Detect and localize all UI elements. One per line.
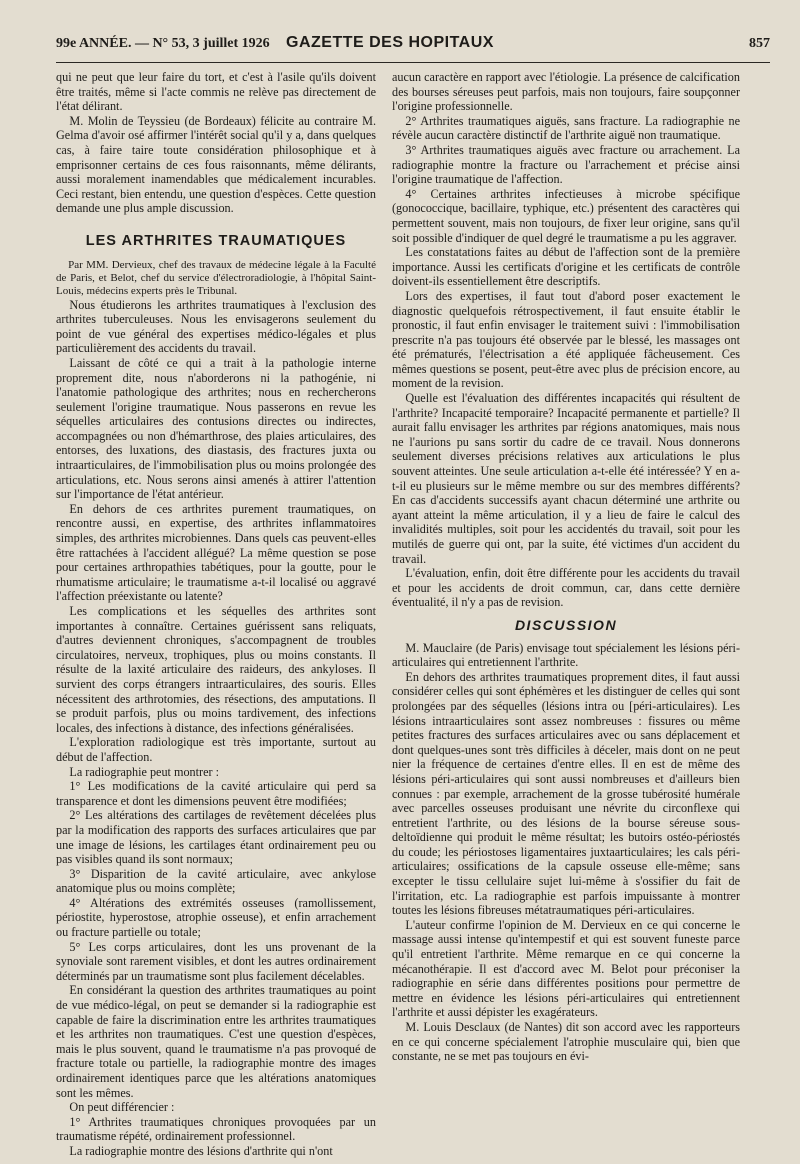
paragraph: En considérant la question des arthrites traumatiques au point de vue médico-légal, on peut se demander si la radiographie est capable de faire la discrimination entre les arthrites traumatiques et les arthrites non traumatiques. C'est une question d'espèces, mais le plus souvent, quand le traumatisme n'a pas provoqué de fracture totale ou partielle, la radiographie montre des images ordinairement identiques parce que les altérations anatomiques sont les mêmes. bbox=[56, 983, 376, 1100]
paragraph: La radiographie peut montrer : bbox=[69, 764, 219, 779]
page-number: 857 bbox=[749, 36, 770, 51]
discussion-title: DISCUSSION bbox=[514, 616, 618, 633]
paragraph: Les constatations faites au début de l'affection sont de la première importance. Aussi les certificats d'origine et les certificats de contrôle doivent-ils essentiellement être descriptifs. bbox=[392, 245, 740, 289]
list-item: 1° Arthrites traumatiques chroniques provoquées par un traumatisme répété, ordinairement professionnel. bbox=[56, 1114, 376, 1144]
paragraph: Laissant de côté ce qui a trait à la pathologie interne proprement dite, nous n'aborderons ni la pathogénie, ni l'anatomie pathologique des arthrites; nous en rechercherons seulement l'origine traumatique. Nous passerons en revue les séquelles articulaires des contusions directes ou indirectes, accompagnées ou non d'hémarthrose, des plaies articulaires, des entorses, des luxations, des diastasis, des fractures juxta ou intraarticulaires, de l'immobilisation plus ou moins prolongée des articulations, etc. Nous serons ainsi amenés à attirer l'attention sur l'importance de l'état antérieur. bbox=[56, 355, 376, 502]
list-item: 2° Les altérations des cartilages de revêtement décelées plus par la modification des rapports des surfaces articulaires que par une image de lésions, les cartilages étant ordinairement peu ou pas visibles quand ils sont normaux; bbox=[56, 808, 376, 867]
paragraph: M. Louis Desclaux (de Nantes) dit son accord avec les rapporteurs en ce qui concerne spécialement l'atrophie musculaire qui, bien que constante, ne se met pas toujours en évi- bbox=[392, 1020, 740, 1064]
paragraph: En dehors de ces arthrites purement traumatiques, on rencontre aussi, en expertise, des arthrites inflammatoires simples, des arthrites microbiennes. Dans quels cas peuvent-elles être rattachées à l'accident allégué? La même question se pose pour certaines arthropathies tabétiques, pour la goutte, pour le rhumatisme articulaire; le traumatisme a-t-il localisé ou aggravé l'affection préexistante ou latente? bbox=[56, 501, 376, 604]
article-authors: Par MM. Dervieux, chef des travaux de médecine légale à la Faculté de Paris, et Belot, chef du service d'électroradiologie, à l'hôpital Saint-Louis, médecins experts près le Tribunal. bbox=[56, 258, 376, 297]
issue-info: 99e ANNÉE. — N° 53, 3 juillet 1926 bbox=[56, 36, 270, 51]
paragraph: L'évaluation, enfin, doit être différente pour les accidents du travail et pour les accidents de droit commun, car, dans cette dernière éventualité, il n'y a pas de revision. bbox=[392, 566, 740, 610]
paragraph: M. Molin de Teyssieu (de Bordeaux) félicite au contraire M. Gelma d'avoir osé affirmer l'intérêt social qu'il y a, dans quelques cas, à faire taire toute considération philosophique et à emprisonner certains de ces fous raisonnants, même délirants, aussi moralement inamendables que médicalement incurables. Ceci restant, bien entendu, une question d'espèces. Cette question demande une plus ample discussion. bbox=[56, 113, 376, 216]
list-item: 4° Certaines arthrites infectieuses à microbe spécifique (gonococcique, bacillaire, typhique, etc.) présentent des caractères qui permettent souvent, mais non toujours, de fixer leur origine, sans qu'il soit possible d'indiquer de quel degré le traumatisme a pu les aggraver. bbox=[392, 186, 740, 245]
paragraph: L'exploration radiologique est très importante, surtout au début de l'affection. bbox=[56, 735, 376, 764]
paragraph: L'auteur confirme l'opinion de M. Dervieux en ce qui concerne le massage aussi intense qu'intempestif et qui est souvent funeste parce qu'il entretient l'arthrite. Même remarque en ce qui concerne la mécanothérapie. Il est d'accord avec M. Belot pour préconiser la radiographie en série dans différentes positions pour permettre de mettre en évidence les lésions péri-articulaires qui entretiennent l'arthrite et aussi dépister les exagérateurs. bbox=[392, 917, 740, 1020]
page-header bbox=[56, 30, 770, 63]
list-item: 4° Altérations des extrémités osseuses (ramollissement, périostite, hyperostose, atrophie osseuse), et enfin arrachement ou fracture partielle ou totale; bbox=[56, 895, 376, 940]
left-column bbox=[56, 70, 376, 1159]
paragraph: Les complications et les séquelles des arthrites sont importantes à connaître. Certaines guérissent sans reliquats, d'autres deviennent chroniques, s'accompagnent de troubles circulatoires, nerveux, trophiques, plus ou moins constants. Il résulte de la laxité articulaire des raideurs, des ankyloses. Il survient des corps étrangers intraarticulaires, des souris. Elles nécessitent des arthrotomies, des résections, des amputations. Il se produit parfois, plus ou moins tardivement, des infections locales, des infections à distance, des infections généralisées. bbox=[56, 604, 376, 735]
list-item: 3° Arthrites traumatiques aiguës avec fracture ou arrachement. La radiographie montre la fracture ou l'arrachement et précise ainsi l'origine traumatique de l'affection. bbox=[392, 142, 740, 187]
list-item: 3° Disparition de la cavité articulaire, avec ankylose anatomique plus ou moins complète; bbox=[56, 866, 376, 896]
list-item: 2° Arthrites traumatiques aiguës, sans fracture. La radiographie ne révèle aucun caractère distinctif de l'arthrite aiguë non traumatique. bbox=[392, 113, 740, 143]
paragraph: M. Mauclaire (de Paris) envisage tout spécialement les lésions péri-articulaires qui entretiennent l'arthrite. bbox=[392, 640, 740, 670]
paragraph: aucun caractère en rapport avec l'étiologie. La présence de calcification des bourses séreuses peut parfois, mais non toujours, faire soupçonner l'origine professionnelle. bbox=[392, 70, 740, 114]
paragraph: qui ne peut que leur faire du tort, et c'est à l'asile qu'ils doivent être traités, même si l'acte commis ne relève pas directement de l'état délirant. bbox=[56, 70, 376, 114]
paragraph: Quelle est l'évaluation des différentes incapacités qui résultent de l'arthrite? Incapacité temporaire? Incapacité permanente et partielle? Il aurait fallu envisager les arthrites par régions anatomiques, mais nous ne l'aurions pu sans sortir du cadre de ce travail. Nous donnerons seulement diverses précisions relatives aux articulations le plus souvent atteintes. Une seule articulation a-t-elle été intéressée? Y en a-t-il eu plusieurs sur le même membre ou sur des membres différents? En cas d'accidents successifs ayant chacun déterminé une arthrite ou ayant atteint la même articulation, il y a lieu de faire le calcul des invalidités multiples, soit pour les accidentés du travail, soit pour les mutilés de guerre qui ont, par la suite, été victimes d'un accident du travail. bbox=[392, 391, 740, 566]
article-title: LES ARTHRITES TRAUMATIQUES bbox=[85, 232, 347, 249]
paragraph: Nous étudierons les arthrites traumatiques à l'exclusion des arthrites tuberculeuses. Nous les envisagerons seulement du point de vue général des expertises médico-légales et plus particulièrement des accidents du travail. bbox=[56, 297, 376, 356]
paragraph: En dehors des arthrites traumatiques proprement dites, il faut aussi considérer celles qui sont éphémères et les distinguer de celles qui sont prolongées par des séquelles (lésions intra ou [péri-articulaires). Les lésions intraarticulaires sont assez nombreuses : fissures ou même petites fractures des surfaces articulaires avec ou sans déplacement et dont quelques-unes sont très difficiles à déceler, mais dont on ne peut nier la fréquence de certaines d'entre elles. Il en est de même des lésions péri-articulaires qui sont aussi nombreuses et d'ailleurs bien connues : par exemple, arrachement de la grosse tubérosité humérale avec parcelles osseuses produisant une névrite du circonflexe qui entretient l'arthrite, ou des lésions de la bourse séreuse sous-deltoïdienne qui produit le même résultat; les butoirs ostéo-périostés du coude; les périostoses ligamentaires juxtaarticulaires; les cals péri-articulaires; ossifications de la capsule osseuse elle-même; sans excepter le tissu cellulaire sujet lui-même à s'ossifier du fait de l'irritation, etc. La radiographie est parfois impuissante à montrer toutes les lésions fibreuses métatraumatiques péri-articulaires. bbox=[392, 669, 740, 918]
paragraph: Lors des expertises, il faut tout d'abord poser exactement le diagnostic quelquefois rétrospectivement, il faut ensuite établir le pronostic, il faut enfin envisager le traitement suivi : l'immobilisation prescrite n'a pas toujours été observée par le blessé, les massages ont été prématurés, l'électrisation a été appliquée fâcheusement. Ces mêmes questions se posent, peut-être avec plus de précision encore, au moment de la revision. bbox=[392, 288, 740, 391]
list-item: 5° Les corps articulaires, dont les uns provenant de la synoviale sont rarement visibles, et dont les autres ordinairement déterminés par un traumatisme sont plus facilement décelables. bbox=[56, 939, 376, 983]
paragraph: La radiographie montre des lésions d'arthrite qui n'ont bbox=[69, 1143, 333, 1158]
paragraph: On peut différencier : bbox=[69, 1100, 175, 1115]
right-column bbox=[392, 70, 740, 1064]
list-item: 1° Les modifications de la cavité articulaire qui perd sa transparence et dont les dimensions peuvent être modifiées; bbox=[56, 779, 376, 808]
journal-title: GAZETTE DES HOPITAUX bbox=[286, 34, 494, 51]
